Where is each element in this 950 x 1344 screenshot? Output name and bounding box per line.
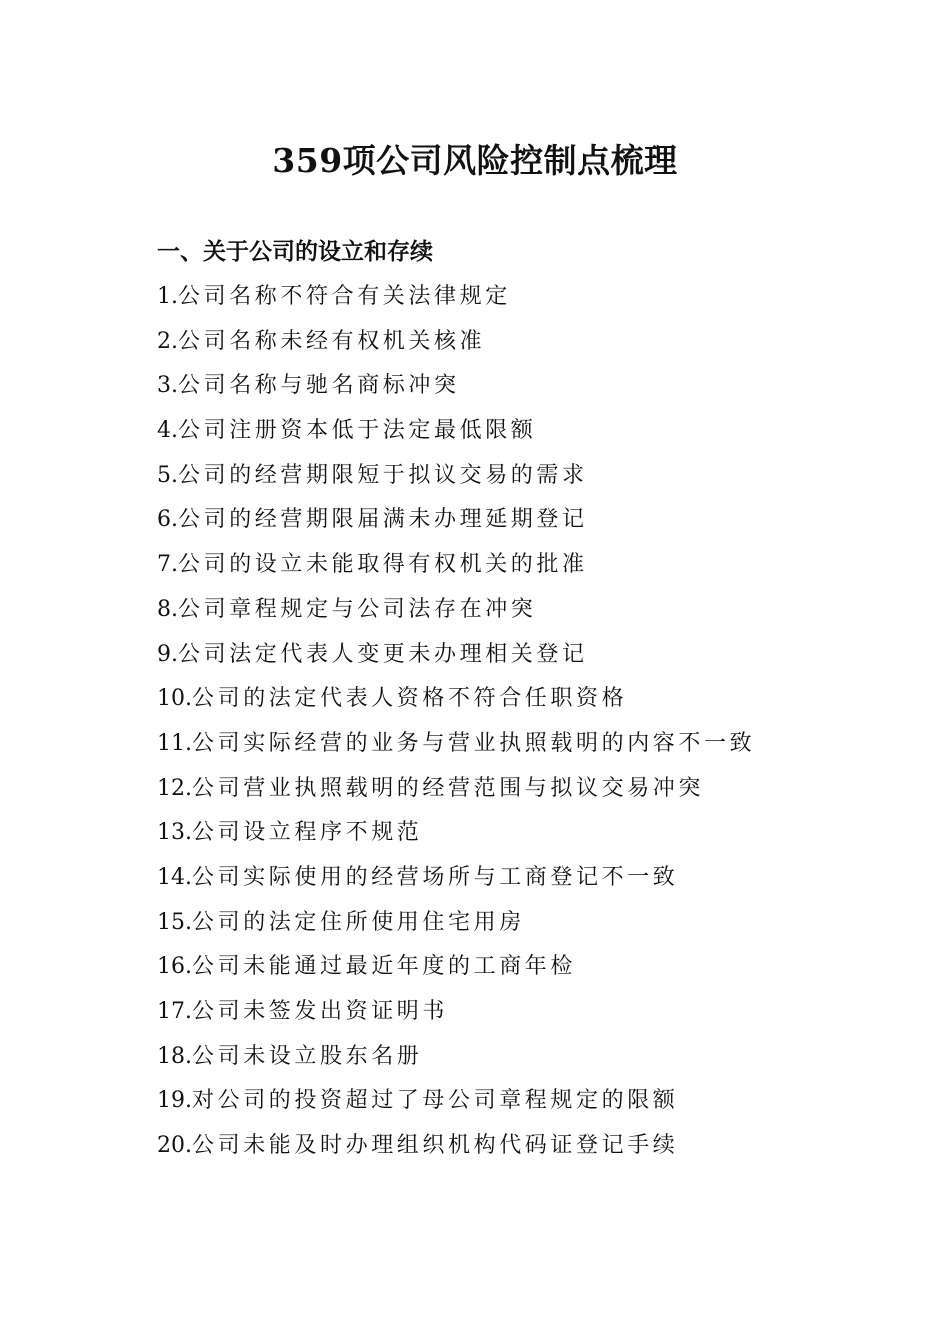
list-item [157, 413, 877, 458]
list-item [157, 502, 877, 547]
list-item-number: 19. [157, 1088, 192, 1114]
list-item-number: 17. [157, 999, 192, 1024]
list-item [157, 771, 877, 816]
list-item [157, 949, 877, 994]
list-item-number: 8. [157, 596, 178, 622]
list-item-number: 1. [157, 284, 178, 309]
list-item [157, 905, 877, 950]
list-item-text: 公司未签发出资证明书 [192, 999, 449, 1024]
list-item [157, 681, 877, 726]
document-title: 359项公司风险控制点梳理 [272, 141, 678, 180]
list-item-text: 公司未能通过最近年度的工商年检 [192, 954, 577, 980]
list-item-text: 公司的经营期限短于拟议交易的需求 [178, 462, 588, 488]
list-item [157, 1128, 877, 1173]
list-item-number: 4. [157, 418, 178, 444]
list-item [157, 324, 877, 369]
list-item-text: 公司法定代表人变更未办理相关登记 [178, 641, 588, 667]
list-item [157, 547, 877, 592]
list-item-text: 公司的设立未能取得有权机关的批准 [178, 552, 588, 578]
list-item-number: 18. [157, 1043, 192, 1069]
list-item [157, 1039, 877, 1084]
list-item [157, 592, 877, 637]
list-item [157, 815, 877, 860]
list-item-number: 2. [157, 328, 178, 354]
list-item-text: 公司的法定住所使用住宅用房 [192, 909, 525, 935]
list-item-number: 12. [157, 775, 192, 801]
list-item-number: 15. [157, 909, 192, 935]
list-item-text: 公司名称不符合有关法律规定 [178, 284, 511, 309]
list-item-number: 13. [157, 820, 192, 846]
list-item-text: 公司名称与驰名商标冲突 [178, 373, 460, 399]
list-item-text: 对公司的投资超过了母公司章程规定的限额 [192, 1088, 679, 1114]
list-item [157, 994, 877, 1039]
list-item-number: 11. [157, 730, 192, 756]
list-item-text: 公司未设立股东名册 [192, 1043, 423, 1069]
list-item-text: 公司未能及时办理组织机构代码证登记手续 [192, 1133, 679, 1159]
list-item-text: 公司章程规定与公司法存在冲突 [178, 596, 537, 622]
list-item [157, 368, 877, 413]
list-item-number: 9. [157, 641, 178, 667]
section-heading: 一、关于公司的设立和存续 [157, 239, 433, 265]
list-item [157, 726, 877, 771]
list-item-number: 10. [157, 686, 192, 712]
list-item-number: 3. [157, 373, 178, 399]
list-item-text: 公司注册资本低于法定最低限额 [178, 418, 537, 444]
list-item-number: 16. [157, 954, 192, 980]
list-item-text: 公司实际经营的业务与营业执照载明的内容不一致 [192, 730, 756, 756]
list-item-text: 公司的法定代表人资格不符合任职资格 [192, 686, 628, 712]
list-item-text: 公司名称未经有权机关核准 [178, 328, 486, 354]
list-item-text: 公司设立程序不规范 [192, 820, 423, 846]
list-item-number: 14. [157, 864, 192, 890]
list-item-number: 5. [157, 462, 178, 488]
list-item-number: 20. [157, 1133, 192, 1159]
list-item [157, 637, 877, 682]
list-item [157, 279, 877, 324]
risk-item-list [157, 279, 877, 1173]
list-item-text: 公司实际使用的经营场所与工商登记不一致 [192, 864, 679, 890]
list-item-text: 公司营业执照载明的经营范围与拟议交易冲突 [192, 775, 705, 801]
list-item-text: 公司的经营期限届满未办理延期登记 [178, 507, 588, 533]
list-item-number: 7. [157, 552, 178, 578]
list-item [157, 860, 877, 905]
list-item [157, 1083, 877, 1128]
list-item-number: 6. [157, 507, 178, 533]
list-item [157, 458, 877, 503]
